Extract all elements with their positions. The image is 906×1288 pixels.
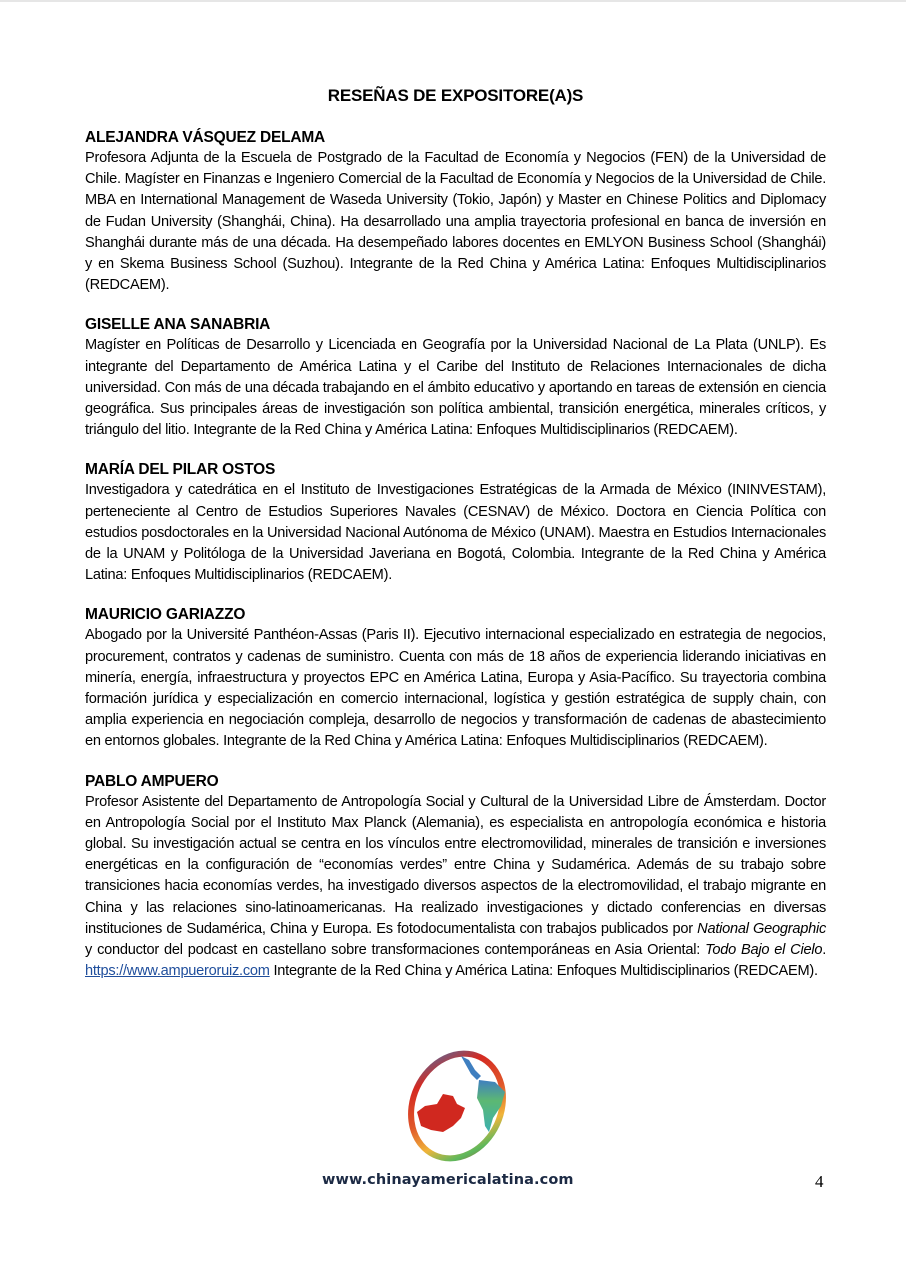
bio-entry: [85, 460, 826, 586]
bio-text: Magíster en Políticas de Desarrollo y Licenciada en Geografía por la Universidad Nacional de La Plata (UNLP). Es integrante del Departamento de América Latina y el Caribe del Instituto de Relaciones Internacionales de dicha universidad. Con más de una década trabajando en el ámbito educativo y aportando en tareas de extensión en ciencia geográfica. Sus principales áreas de investigación son política ambiental, transición energética, minerales críticos, y triángulo del litio. Integrante de la Red China y América Latina: Enfoques Multidisciplinarios (REDCAEM).: [85, 337, 826, 439]
website-link[interactable]: https://www.ampueroruiz.com: [85, 963, 270, 980]
globe-ring-logo-icon: [395, 1046, 519, 1164]
bio-text: [85, 792, 826, 983]
page-number: 4: [815, 1172, 824, 1191]
bio-name: GISELLE ANA SANABRIA: [85, 316, 271, 334]
bio-text-part: Profesor Asistente del Departamento de Antropología Social y Cultural de la Universidad Libre de Ámsterdam. Doctor en Antropología Social por el Instituto Max Planck (Alemania), es especialista en antropología económica e historia global. Su investigación actual se centra en los vínculos entre electromovilidad, minerales de transición e inversiones energéticas en la configuración de “economías verdes” entre China y Sudamérica. Además de su trabajo sobre transiciones hacia economías verdes, ha investigado diversos aspectos de la electromovilidad, el trabajo migrante en China y las relaciones sino-latinoamericanas. Ha realizado investigaciones y dictado conferencias en diversas instituciones de Sudamérica, China y Europa. Es fotodocumentalista con trabajos publicados por: [85, 793, 826, 937]
bio-name: PABLO AMPUERO: [85, 772, 219, 790]
bio-text-part: y conductor del podcast en castellano sobre transformaciones contemporáneas en Asia Oriental:: [85, 942, 706, 959]
document-page: [85, 86, 826, 1002]
bio-entry: [85, 315, 826, 441]
bio-entry: [85, 772, 826, 983]
bio-text-part: .: [822, 942, 826, 959]
bio-text-part: Integrante de la Red China y América Latina: Enfoques Multidisciplinarios (REDCAEM).: [269, 963, 818, 980]
bio-name: ALEJANDRA VÁSQUEZ DELAMA: [85, 129, 326, 146]
podcast-name: Todo Bajo el Cielo: [705, 942, 823, 959]
publication-name: National Geographic: [697, 920, 827, 937]
bio-text: Profesora Adjunta de la Escuela de Postgrado de la Facultad de Economía y Negocios (FEN) de la Universidad de Chile. Magíster en Finanzas e Ingeniero Comercial de la Facultad de Economía y Negocios de la Universidad de Chile. MBA en International Management de Waseda University (Tokio, Japón) y Master en Chinese Politics and Diplomacy de Fudan University (Shanghái, China). Ha desarrollado una amplia trayectoria profesional en banca de inversión en Shanghái durante más de una década. Ha desempeñado labores docentes en EMLYON Business School (Shanghái) y en Skema Business School (Suzhou). Integrante de la Red China y América Latina: Enfoques Multidisciplinarios (REDCAEM).: [85, 150, 826, 294]
bio-text: Abogado por la Université Panthéon-Assas (Paris II). Ejecutivo internacional especializado en estrategia de negocios, procurement, contratos y cadenas de suministro. Cuenta con más de 18 años de experiencia liderando iniciativas en minería, energía, infraestructura y proyectos EPC en América Latina, Europa y Asia-Pacífico. Su trayectoria combina formación jurídica y especialización en comercio internacional, logística y gestión estratégica de supply chain, con amplia experiencia en negociación compleja, desarrollo de negocios y transformación de cadenas de abastecimiento en entornos globales. Integrante de la Red China y América Latina: Enfoques Multidisciplinarios (REDCAEM).: [85, 627, 826, 750]
bio-text: Investigadora y catedrática en el Instituto de Investigaciones Estratégicas de la Armada de México (ININVESTAM), perteneciente al Centro de Estudios Superiores Navales (CESNAV) de México. Doctora en Ciencia Política con estudios posdoctorales en la Universidad Nacional Autónoma de México (UNAM). Maestra en Estudios Internacionales de la UNAM y Politóloga de la Universidad Javeriana en Bogotá, Colombia. Integrante de la Red China y América Latina: Enfoques Multidisciplinarios (REDCAEM).: [85, 482, 826, 584]
footer-website-link[interactable]: www.chinayamericalatina.com: [322, 1172, 574, 1188]
bio-name: MAURICIO GARIAZZO: [85, 606, 246, 624]
bio-entry: [85, 605, 826, 752]
page-top-border: [0, 0, 906, 2]
bio-name: MARÍA DEL PILAR OSTOS: [85, 461, 276, 479]
bio-entry: [85, 128, 826, 296]
page-title: RESEÑAS DE EXPOSITORE(A)S: [327, 86, 584, 105]
